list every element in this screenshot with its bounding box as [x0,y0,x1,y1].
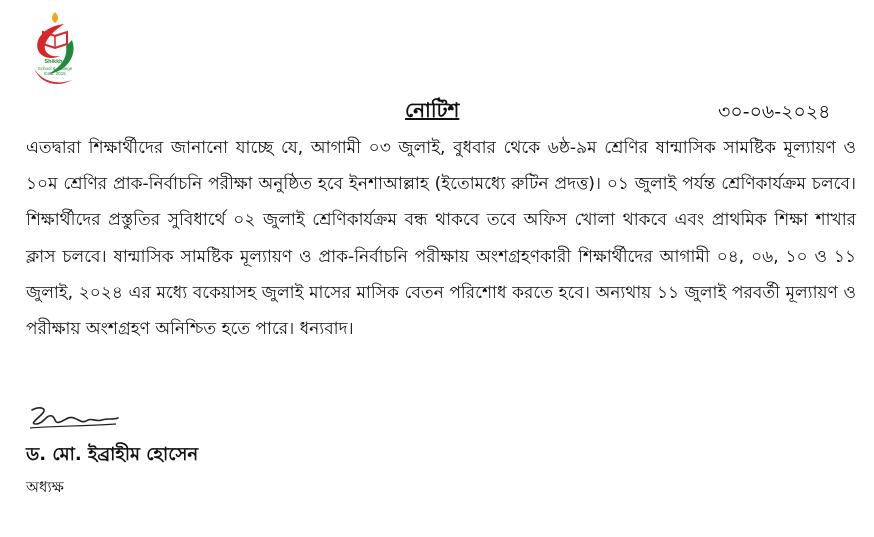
notice-body [26,130,856,347]
signer-designation: অধ্যক্ষ [26,478,64,496]
notice-title: নোটিশ [405,98,460,122]
school-logo-icon [26,10,84,92]
logo-name: Shikkha [44,59,66,65]
handwritten-signature-icon [26,404,121,436]
signer-name: ড. মো. ইব্রাহীম হোসেন [26,444,199,465]
school-logo [26,10,84,92]
logo-subtitle: School & College [37,65,73,71]
logo-established: Estd: 2015 [44,71,66,76]
notice-date: ৩০-০৬-২০২৪ [718,101,831,123]
logo-caption [28,60,82,77]
signature-mark [26,404,121,436]
notice-paragraph: এতদ্বারা শিক্ষার্থীদের জানানো যাচ্ছে যে, আগামী ০৩ জুলাই, বুধবার থেকে ৬ষ্ঠ-৯ম শ্রেণির ষান্মাসিক সামষ্টিক মূল্যায়ণ ও ১০ম শ্রেণির প্রাক-নির্বাচনি পরীক্ষা অনুষ্ঠিত হবে ইনশাআল্লাহ (ইতোমধ্যে রুটিন প্রদত্ত)। ০১ জুলাই পর্যন্ত শ্রেণিকার্যক্রম চলবে। শিক্ষার্থীদের প্রস্তুতির সুবিধার্থে ০২ জুলাই শ্রেণিকার্যক্রম বন্ধ থাকবে তবে অফিস খোলা থাকবে এবং প্রাথমিক শিক্ষা শাখার ক্লাস চলবে। ষান্মাসিক সামষ্টিক মূল্যায়ণ ও প্রাক-নির্বাচনি পরীক্ষায় অংশগ্রহণকারী শিক্ষার্থীদের আগামী ০৪, ০৬, ১০ ও ১১ জুলাই, ২০২৪ এর মধ্যে বকেয়াসহ জুলাই মাসের মাসিক বেতন পরিশোধ করতে হবে। অন্যথায় ১১ জুলাই পরবর্তী মূল্যায়ণ ও পরীক্ষায় অংশগ্রহণ অনিশ্চিত হতে পারে। ধন্যবাদ। [26,138,856,340]
